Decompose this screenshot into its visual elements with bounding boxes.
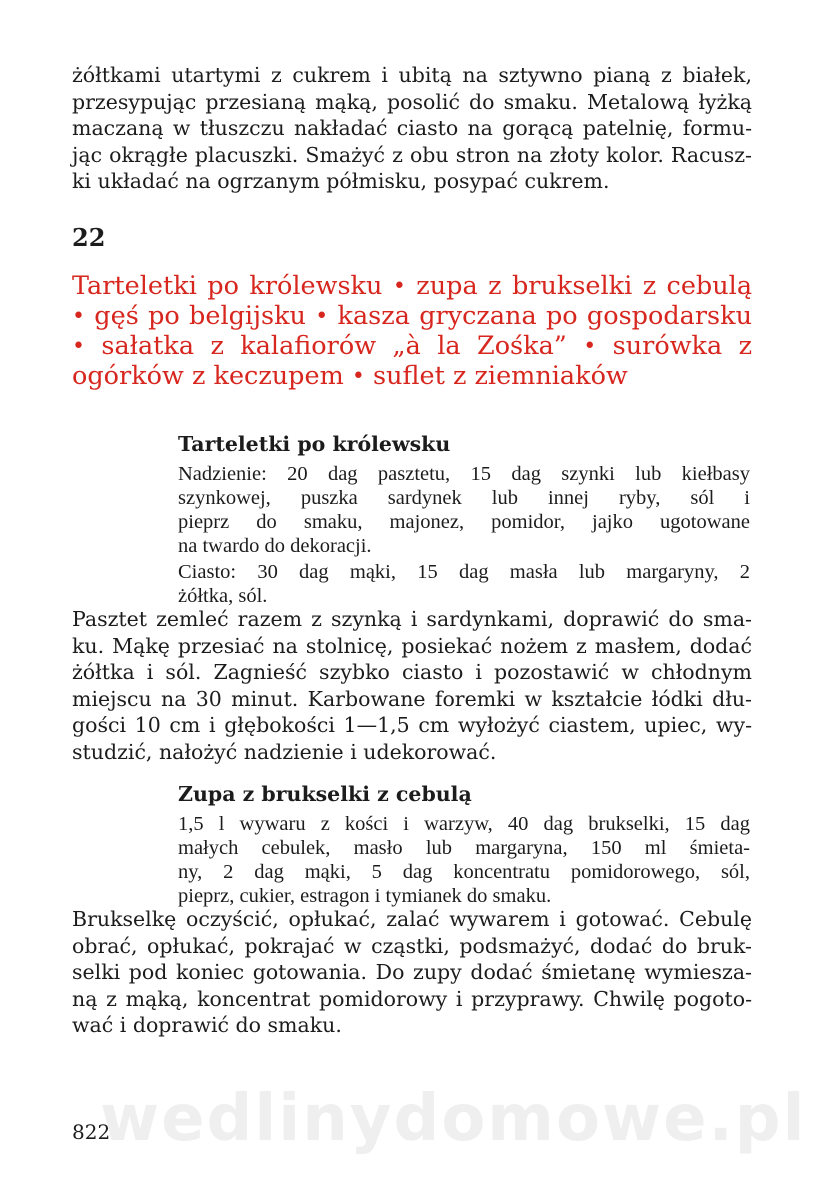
text-line: małych cebulek, masło lub margaryna, 150 ml śmieta-: [178, 837, 750, 859]
text-line: studzić, nałożyć nadzienie i udekorować.: [72, 739, 497, 764]
text-line: ki układać na ogrzanym półmisku, posypać cukrem.: [72, 169, 610, 193]
menu-dish: Tarteletki po królewsku: [72, 271, 383, 301]
bullet-icon: •: [72, 334, 85, 359]
intro-paragraph: [72, 62, 752, 195]
text-line: Brukselkę oczyścić, opłukać, zalać wywarem i gotować. Cebulę: [72, 907, 752, 931]
text-line: ny, 2 dag mąki, 5 dag koncentratu pomidorowego, sól,: [178, 861, 750, 883]
recipe-ingredients: [178, 812, 750, 908]
text-line: maczaną w tłuszczu nakładać ciasto na gorącą patelnię, formu-: [72, 116, 752, 140]
text-line: żółtka, sól.: [178, 585, 268, 607]
text-line: szynkowej, puszka sardynek lub innej ryby, sól i: [178, 487, 750, 509]
text-line: wać i doprawić do smaku.: [72, 1013, 342, 1037]
bullet-icon: •: [315, 304, 329, 329]
menu-dish: suflet z ziemniaków: [372, 361, 628, 391]
text-line: obrać, opłukać, pokrajać w cząstki, podsmażyć, dodać do bruk-: [72, 933, 752, 958]
bullet-icon: •: [72, 304, 85, 329]
bullet-icon: •: [351, 364, 365, 389]
text-line: jąc okrągłe placuszki. Smażyć z obu stron na złoty kolor. Racusz-: [72, 142, 752, 167]
text-line: ną z mąką, koncentrat pomidorowy i przyprawy. Chwilę pogoto-: [72, 986, 752, 1011]
text-line: ku. Mąkę przesiać na stolnicę, posiekać nożem z masłem, dodać: [72, 633, 752, 658]
day-menu: [72, 272, 752, 392]
recipe-method: [72, 906, 752, 1039]
menu-line: [72, 272, 752, 302]
text-line: pieprz do smaku, majonez, pomidor, jajko ugotowane: [178, 511, 750, 533]
page-number: 822: [72, 1120, 111, 1144]
text-line: przesypując przesianą mąką, posolić do smaku. Metalową łyżką: [72, 89, 752, 114]
menu-line: [72, 332, 752, 362]
text-line: żółtkami utartymi z cukrem i ubitą na sztywno pianą z białek,: [72, 63, 752, 87]
recipe-title: Zupa z brukselki z cebulą: [178, 782, 472, 806]
menu-dish: ogórków z keczupem: [72, 361, 344, 391]
menu-dish: sałatka z kalafiorów „à la Zośka”: [101, 331, 567, 361]
bullet-icon: •: [583, 334, 597, 359]
text-line: gości 10 cm i głębokości 1—1,5 cm wyłożyć ciastem, upiec, wy-: [72, 713, 752, 737]
day-number: 22: [72, 223, 106, 252]
text-line: Pasztet zemleć razem z szynką i sardynkami, doprawić do sma-: [72, 607, 752, 631]
text-line: miejscu na 30 minut. Karbowane foremki w kształcie łódki dłu-: [72, 686, 752, 711]
text-line: pieprz, cukier, estragon i tymianek do smaku.: [178, 885, 552, 907]
watermark: wedlinydomowe.pl: [100, 1082, 807, 1156]
recipe-method: [72, 606, 752, 765]
menu-line: [72, 362, 752, 392]
text-line: selki pod koniec gotowania. Do zupy dodać śmietanę wymiesza-: [72, 960, 752, 984]
recipe-filling: [178, 462, 750, 558]
menu-dish: gęś po belgijsku: [94, 301, 306, 331]
bullet-icon: •: [392, 274, 406, 299]
recipe-title: Tarteletki po królewsku: [178, 432, 451, 456]
text-line: 1,5 l wywaru z kości i warzyw, 40 dag brukselki, 15 dag: [178, 813, 750, 835]
menu-dish: zupa z brukselki z cebulą: [416, 271, 753, 301]
menu-line: [72, 302, 752, 332]
text-line: Ciasto: 30 dag mąki, 15 dag masła lub margaryny, 2: [178, 561, 750, 583]
recipe-dough: [178, 560, 750, 608]
text-line: Nadzienie: 20 dag pasztetu, 15 dag szynki lub kiełbasy: [178, 463, 750, 485]
text-line: żółtka i sól. Zagnieść szybko ciasto i pozostawić w chłodnym: [72, 660, 752, 684]
menu-dish: surówka z: [612, 331, 753, 361]
menu-dish: kasza gryczana po gospodarsku: [337, 301, 753, 331]
text-line: na twardo do dekoracji.: [178, 535, 372, 557]
